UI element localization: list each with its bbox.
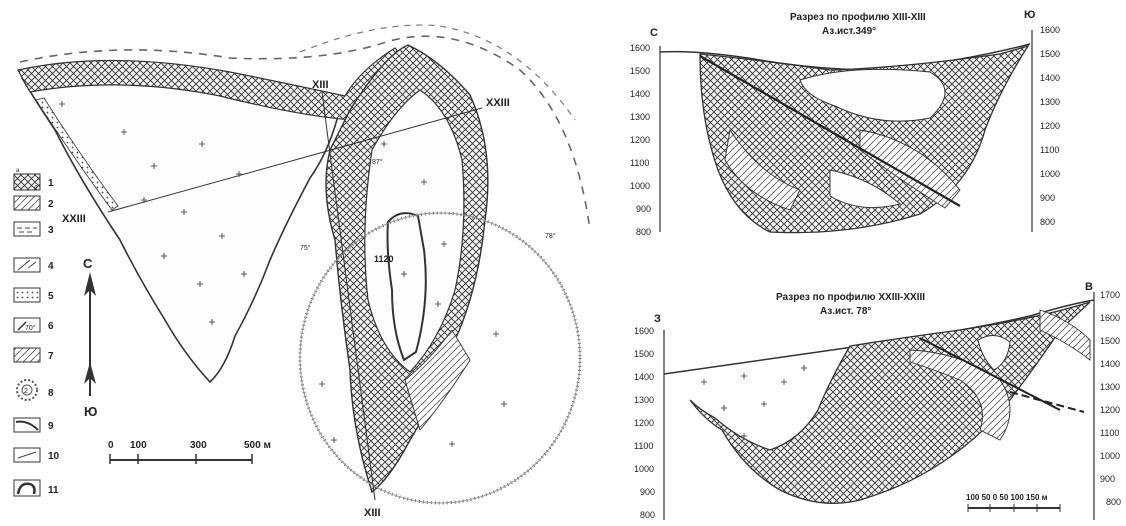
scale-label-500: 500 м (244, 440, 271, 451)
legend-number-1: 1 (48, 178, 54, 189)
dip-label-2: 75° (300, 245, 311, 252)
legend-number-9: 9 (48, 421, 54, 432)
section-2-right-tick: 800 (1106, 497, 1122, 507)
section-2-left-tick: 1300 (634, 395, 655, 405)
legend-item-4 (14, 258, 54, 272)
section-1-right-tick: 1000 (1040, 169, 1061, 179)
north-arrow-south-label: Ю (84, 404, 98, 419)
legend-item-8 (17, 380, 54, 400)
section-1-right-letter: Ю (1024, 9, 1036, 21)
section-1-azimuth: Аз.ист.349° (822, 26, 877, 37)
section-2-left-tick: 1200 (634, 418, 655, 428)
section-2 (634, 281, 1121, 520)
legend-item-6 (14, 318, 54, 332)
legend-circle-label: 2 (24, 388, 28, 395)
section-1-left-tick: 1400 (630, 89, 651, 99)
legend-number-6: 6 (48, 321, 54, 332)
scale-label-100: 100 (130, 440, 147, 451)
legend-item-7 (14, 348, 54, 362)
section-1-left-axis (630, 43, 651, 237)
section-1-left-tick: 900 (636, 204, 652, 214)
section-2-right-tick: 1400 (1100, 359, 1121, 369)
legend-sub-b: б (34, 186, 38, 192)
profile-label-xxiii-east: XXIII (486, 97, 510, 109)
section-2-right-tick: 1000 (1100, 451, 1121, 461)
section-2-right-tick: 1200 (1100, 405, 1121, 415)
legend-item-5 (14, 288, 54, 302)
section-1-left-tick: 1600 (630, 43, 651, 53)
scale-label-300: 300 (190, 440, 207, 451)
section-1-right-tick: 1400 (1040, 73, 1061, 83)
section-1-right-tick: 1200 (1040, 121, 1061, 131)
section-2-left-tick: 1100 (634, 441, 654, 451)
section-2-left-axis (634, 326, 655, 520)
section-2-right-tick: 1500 (1100, 336, 1121, 346)
section-1-right-tick: 1300 (1040, 97, 1061, 107)
section-1-left-tick: 1100 (630, 158, 650, 168)
section-1-left-tick: 1000 (630, 181, 651, 191)
legend-item-1 (14, 168, 54, 192)
legend-number-11: 11 (48, 485, 59, 496)
legend-number-10: 10 (48, 451, 60, 462)
dip-label-3: 78° (545, 233, 556, 240)
section-2-left-letter: З (654, 313, 661, 325)
scale-label-0: 0 (108, 440, 114, 451)
legend-item-10 (14, 448, 60, 462)
section-1-right-tick: 800 (1040, 217, 1056, 227)
dip-label-1: 87° (372, 159, 383, 166)
profile-label-xxiii-west: XXIII (62, 213, 86, 225)
section-1-right-tick: 1600 (1040, 25, 1061, 35)
section-2-ore-body (690, 302, 1090, 503)
profile-label-xiii-south: XIII (364, 507, 381, 519)
section-2-right-tick: 1700 (1100, 290, 1121, 300)
section-2-left-tick: 1000 (634, 464, 655, 474)
section-2-azimuth: Аз.ист. 78° (820, 306, 872, 317)
legend-number-7: 7 (48, 351, 54, 362)
section-1-left-tick: 1500 (630, 66, 651, 76)
legend-item-11 (14, 480, 59, 496)
section-1-left-tick: 800 (636, 227, 652, 237)
legend-item-2 (14, 196, 54, 210)
section-2-scale-bar (966, 493, 1060, 512)
legend-number-4: 4 (48, 261, 54, 272)
section-2-left-tick: 1600 (634, 326, 655, 336)
section-2-left-tick: 800 (640, 510, 656, 520)
section-2-right-tick: 1100 (1100, 428, 1120, 438)
section-2-right-tick: 1600 (1100, 313, 1121, 323)
legend-number-3: 3 (48, 225, 54, 236)
section-1-right-tick: 1100 (1040, 145, 1060, 155)
section-1-left-tick: 1200 (630, 135, 651, 145)
section-1-left-tick: 1300 (630, 112, 651, 122)
section-2-right-axis (1100, 290, 1121, 507)
north-arrow (83, 256, 97, 419)
profile-label-xiii-north: XIII (312, 79, 329, 91)
legend-number-2: 2 (48, 199, 54, 210)
section-1 (630, 9, 1060, 237)
section-2-right-tick: 900 (1100, 474, 1116, 484)
section-2-left-tick: 1500 (634, 349, 655, 359)
section-2-right-letter: В (1085, 281, 1093, 293)
legend-dip-label: 70° (25, 325, 36, 332)
legend-item-3 (14, 222, 54, 236)
section-2-crosses (701, 365, 807, 439)
scale-bar (108, 440, 271, 464)
section-2-fault-dashed (1010, 392, 1084, 412)
section-1-left-letter: С (650, 27, 658, 39)
north-arrow-north-label: С (83, 256, 93, 271)
legend-item-9 (14, 418, 54, 432)
legend-number-8: 8 (48, 388, 54, 399)
elevation-mark: 1120 (374, 254, 394, 264)
section-1-right-axis (1040, 25, 1060, 227)
section-2-scale-label: 100 50 0 50 100 150 м (966, 493, 1048, 502)
section-1-right-tick: 1500 (1040, 49, 1061, 59)
section-2-right-tick: 1300 (1100, 382, 1121, 392)
section-2-title: Разрез по профилю XXIII-XXIII (776, 292, 926, 303)
legend-sub-a: а (16, 168, 20, 174)
legend (14, 168, 60, 496)
section-2-left-tick: 900 (640, 487, 656, 497)
section-1-right-tick: 900 (1040, 193, 1056, 203)
section-1-title: Разрез по профилю XIII-XIII (790, 12, 926, 23)
section-2-left-tick: 1400 (634, 372, 655, 382)
plan-map (14, 25, 590, 519)
legend-number-5: 5 (48, 291, 54, 302)
